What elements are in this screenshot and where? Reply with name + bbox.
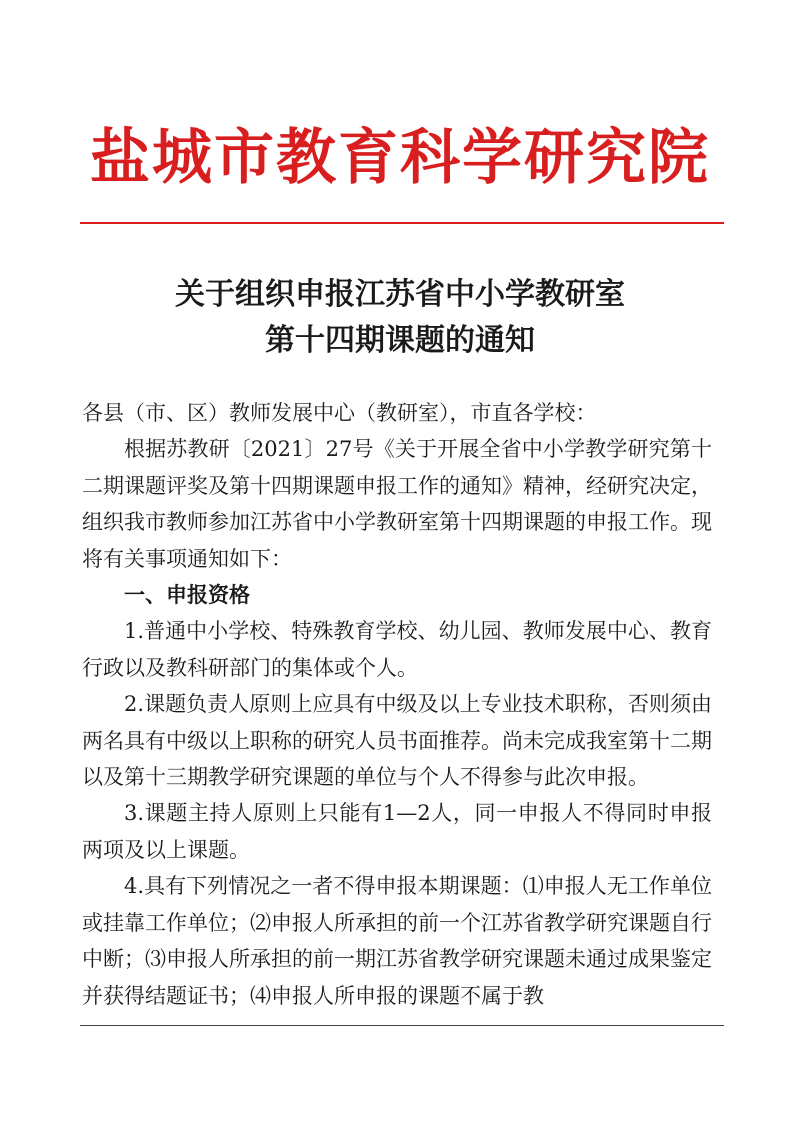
qualification-item-1: 1.普通中小学校、特殊教育学校、幼儿园、教师发展中心、教育行政以及教科研部门的集体或个人。 <box>82 619 712 680</box>
section1-heading: 一、申报资格 <box>124 583 250 608</box>
document-body <box>82 395 712 1014</box>
document-title-line2: 第十四期课题的通知 <box>265 323 535 358</box>
footer-rule <box>80 1025 724 1026</box>
qualification-item-3: 3.课题主持人原则上只能有1—2人，同一申报人不得同时申报两项及以上课题。 <box>82 801 712 862</box>
document-title-line1: 关于组织申报江苏省中小学教研室 <box>175 277 625 312</box>
intro-paragraph: 根据苏教研〔2021〕27号《关于开展全省中小学教学研究第十二期课题评奖及第十四期课题申报工作的通知》精神，经研究决定，组织我市教师参加江苏省中小学教研室第十四期课题的申报工作。现将有关事项通知如下： <box>82 437 712 571</box>
qualification-item-4: 4.具有下列情况之一者不得申报本期课题：⑴申报人无工作单位或挂靠工作单位；⑵申报人所承担的前一个江苏省教学研究课题自行中断；⑶申报人所承担的前一期江苏省教学研究课题未通过成果鉴定并获得结题证书；⑷申报人所申报的课题不属于教 <box>82 874 712 1008</box>
salutation: 各县（市、区）教师发展中心（教研室），市直各学校： <box>82 401 597 425</box>
document-title <box>0 272 800 364</box>
qualification-item-2: 2.课题负责人原则上应具有中级及以上专业技术职称，否则须由两名具有中级以上职称的研究人员书面推荐。尚未完成我室第十二期以及第十三期教学研究课题的单位与个人不得参与此次申报。 <box>82 692 712 790</box>
letterhead-red-rule <box>80 222 724 224</box>
letterhead-org-name: 盐城市教育科学研究院 <box>90 123 710 193</box>
